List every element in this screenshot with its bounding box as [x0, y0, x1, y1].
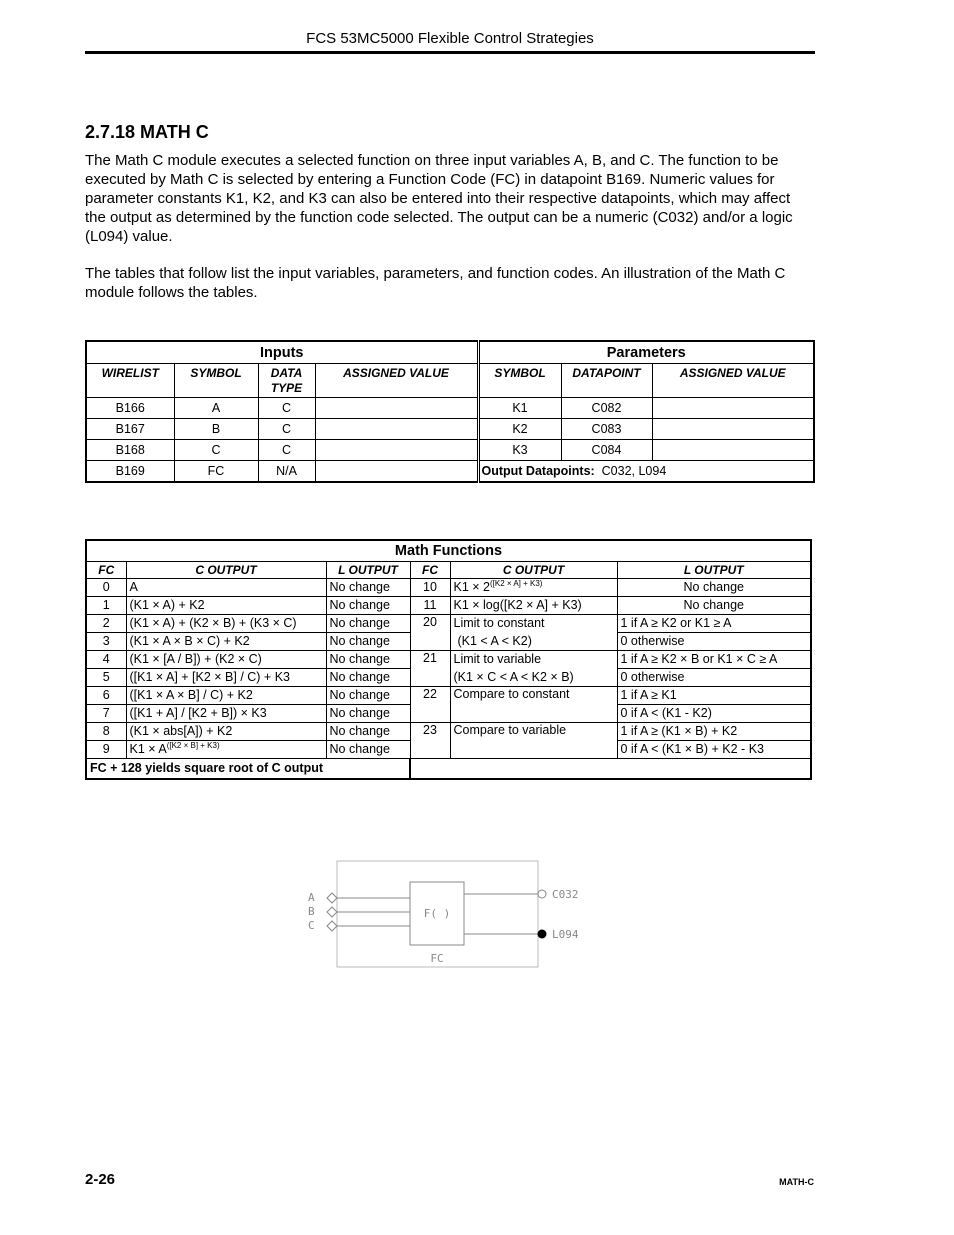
- l-output-cell: No change: [326, 597, 410, 615]
- table-cell: C: [258, 440, 315, 461]
- l-output-cell: No change: [326, 651, 410, 669]
- l-output-cell: No change: [617, 579, 811, 597]
- column-header: DATAPOINT: [561, 364, 652, 398]
- c-output-exponent: ([K2 × B] + K3): [166, 741, 220, 750]
- table-cell: B: [174, 419, 258, 440]
- fc-cell: 7: [86, 705, 126, 723]
- c-output-cell: [450, 579, 617, 597]
- c-output-cell: (K1 × C < A < K2 × B): [450, 669, 617, 687]
- table-cell: [315, 440, 478, 461]
- input-port-a: [327, 893, 337, 903]
- parameters-heading: Parameters: [478, 341, 814, 364]
- table-cell: C: [258, 419, 315, 440]
- table-cell: A: [174, 398, 258, 419]
- table-cell: K2: [478, 419, 561, 440]
- c-output-cell: ([K1 + A] / [K2 + B]) × K3: [126, 705, 326, 723]
- intro-paragraph: The Math C module executes a selected function on three input variables A, B, and C. The function to be executed by Math C is selected by entering a Function Code (FC) in datapoint B169. Numeric values for parameter constants K1, K2, and K3 can also be entered into their respective datapoints, which may affect the output as determined by the function code selected. The output can be a numeric (C032) and/or a logic (L094) value.: [85, 152, 793, 245]
- table-cell: B168: [86, 440, 174, 461]
- c-output-cell: (K1 × abs[A]) + K2: [126, 723, 326, 741]
- table-cell: C: [174, 440, 258, 461]
- input-label-c: C: [308, 919, 315, 932]
- fc-label: FC: [430, 952, 444, 965]
- l-output-cell: No change: [326, 723, 410, 741]
- table-cell: [652, 419, 814, 440]
- table-cell: B169: [86, 461, 174, 483]
- header-rule: [85, 51, 815, 54]
- l-output-cell: No change: [326, 741, 410, 759]
- fc-cell: 1: [86, 597, 126, 615]
- column-header: ASSIGNED VALUE: [652, 364, 814, 398]
- table-row: [86, 579, 811, 597]
- l-output-cell: No change: [326, 579, 410, 597]
- table-row: [86, 419, 814, 440]
- table-row: [86, 615, 811, 633]
- l-output-cell: 0 otherwise: [617, 669, 811, 687]
- fc-cell: 21: [410, 651, 450, 687]
- math-functions-heading: Math Functions: [86, 540, 811, 562]
- input-label-b: B: [308, 905, 315, 918]
- output-datapoints-value: C032, L094: [601, 464, 667, 478]
- c-output-cell: Compare to constant: [450, 687, 617, 723]
- c-output-cell: ([K1 × A] + [K2 × B] / C) + K3: [126, 669, 326, 687]
- square-root-footnote: FC + 128 yields square root of C output: [86, 759, 410, 780]
- table-cell: B166: [86, 398, 174, 419]
- output-label-c032: C032: [552, 888, 579, 901]
- inputs-parameters-table: [85, 340, 815, 483]
- c-output-cell: (K1 < A < K2): [450, 633, 617, 651]
- table-row: [86, 398, 814, 419]
- fc-cell: 2: [86, 615, 126, 633]
- fc-cell: 23: [410, 723, 450, 759]
- fc-cell: 0: [86, 579, 126, 597]
- c-output-cell: Limit to constant: [450, 615, 617, 633]
- fc-cell: 3: [86, 633, 126, 651]
- column-header: DATA TYPE: [258, 364, 315, 398]
- math-functions-table: [85, 539, 812, 780]
- l-output-cell: 1 if A ≥ K2 or K1 ≥ A: [617, 615, 811, 633]
- c-output-cell: Limit to variable: [450, 651, 617, 669]
- l-output-cell: 0 if A < (K1 - K2): [617, 705, 811, 723]
- l-output-cell: No change: [326, 687, 410, 705]
- column-header: FC: [86, 562, 126, 579]
- footer-tag: MATH-C: [779, 1177, 814, 1187]
- table-cell: [315, 461, 478, 483]
- c-output-cell: ([K1 × A × B] / C) + K2: [126, 687, 326, 705]
- table-row: [86, 687, 811, 705]
- table-cell: [652, 398, 814, 419]
- c-output-cell: A: [126, 579, 326, 597]
- fc-cell: 20: [410, 615, 450, 651]
- column-header: SYMBOL: [174, 364, 258, 398]
- l-output-cell: No change: [617, 597, 811, 615]
- function-block-label: F( ): [423, 907, 451, 920]
- table-cell: N/A: [258, 461, 315, 483]
- logic-output-port: [538, 930, 546, 938]
- fc-cell: 11: [410, 597, 450, 615]
- l-output-cell: 0 if A < (K1 × B) + K2 - K3: [617, 741, 811, 759]
- column-header: ASSIGNED VALUE: [315, 364, 478, 398]
- empty-cell: [410, 759, 811, 780]
- input-port-c: [327, 921, 337, 931]
- page-number: 2-26: [85, 1171, 116, 1188]
- l-output-cell: 1 if A ≥ K1: [617, 687, 811, 705]
- fc-cell: 22: [410, 687, 450, 723]
- c-output-cell: (K1 × [A / B]) + (K2 × C): [126, 651, 326, 669]
- column-header: SYMBOL: [478, 364, 561, 398]
- output-datapoints-label: Output Datapoints:: [481, 464, 595, 478]
- l-output-cell: No change: [326, 633, 410, 651]
- output-label-l094: L094: [552, 928, 579, 941]
- table-cell: [315, 419, 478, 440]
- table-cell: K1: [478, 398, 561, 419]
- fc-cell: 9: [86, 741, 126, 759]
- c-output-cell: Compare to variable: [450, 723, 617, 759]
- table-cell: K3: [478, 440, 561, 461]
- fc-cell: 6: [86, 687, 126, 705]
- inputs-heading: Inputs: [86, 341, 478, 364]
- table-row: [86, 597, 811, 615]
- section-title: 2.7.18 MATH C: [85, 122, 209, 142]
- fc-cell: 10: [410, 579, 450, 597]
- input-label-a: A: [308, 891, 315, 904]
- column-header: C OUTPUT: [126, 562, 326, 579]
- table-cell: [652, 440, 814, 461]
- fc-cell: 4: [86, 651, 126, 669]
- c-output-base: K1 × A: [129, 742, 167, 756]
- table-cell: FC: [174, 461, 258, 483]
- c-output-cell: [126, 741, 326, 759]
- l-output-cell: 1 if A ≥ K2 × B or K1 × C ≥ A: [617, 651, 811, 669]
- l-output-cell: 1 if A ≥ (K1 × B) + K2: [617, 723, 811, 741]
- c-output-cell: (K1 × A) + K2: [126, 597, 326, 615]
- table-row: [86, 461, 814, 483]
- math-c-module-diagram: [300, 858, 600, 970]
- c-output-cell: K1 × log([K2 × A] + K3): [450, 597, 617, 615]
- table-cell: C084: [561, 440, 652, 461]
- output-datapoints: [478, 461, 814, 483]
- tables-paragraph: The tables that follow list the input variables, parameters, and function codes. An illustration of the Math C module follows the tables.: [85, 265, 786, 301]
- table-row: [86, 723, 811, 741]
- column-header: C OUTPUT: [450, 562, 617, 579]
- l-output-cell: No change: [326, 669, 410, 687]
- table-row: [86, 651, 811, 669]
- column-header: L OUTPUT: [617, 562, 811, 579]
- running-header: FCS 53MC5000 Flexible Control Strategies: [306, 30, 594, 47]
- fc-cell: 5: [86, 669, 126, 687]
- table-row: [86, 440, 814, 461]
- c-output-cell: (K1 × A) + (K2 × B) + (K3 × C): [126, 615, 326, 633]
- l-output-cell: No change: [326, 615, 410, 633]
- table-cell: B167: [86, 419, 174, 440]
- c-output-exponent: ([K2 × A] + K3): [490, 579, 543, 588]
- c-output-cell: (K1 × A × B × C) + K2: [126, 633, 326, 651]
- table-cell: [315, 398, 478, 419]
- numeric-output-port: [538, 890, 546, 898]
- column-header: L OUTPUT: [326, 562, 410, 579]
- column-header: WIRELIST: [86, 364, 174, 398]
- fc-cell: 8: [86, 723, 126, 741]
- table-cell: C083: [561, 419, 652, 440]
- l-output-cell: No change: [326, 705, 410, 723]
- column-header: FC: [410, 562, 450, 579]
- table-cell: C082: [561, 398, 652, 419]
- input-port-b: [327, 907, 337, 917]
- table-cell: C: [258, 398, 315, 419]
- c-output-base: K1 × 2: [453, 580, 490, 594]
- l-output-cell: 0 otherwise: [617, 633, 811, 651]
